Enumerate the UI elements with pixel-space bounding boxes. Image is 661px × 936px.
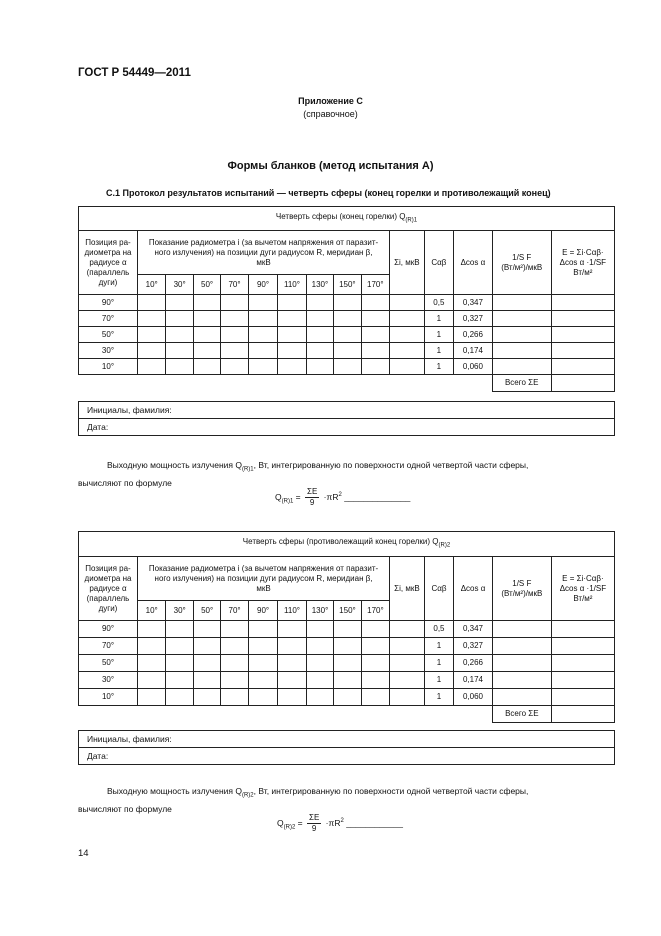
row-cab: 1 xyxy=(424,327,453,343)
row-dcos: 0,174 xyxy=(454,343,493,359)
col-header-dcos: Δcos α xyxy=(454,231,493,295)
row-dcos: 0,060 xyxy=(454,689,493,706)
table-row xyxy=(79,621,615,638)
table-row xyxy=(79,327,615,343)
row-dcos: 0,060 xyxy=(454,359,493,375)
protocol-table-1 xyxy=(78,206,615,436)
col-header-e: E = Σi·Cαβ· Δcos α ·1/SF Вт/м² xyxy=(551,231,614,295)
row-cab: 1 xyxy=(424,638,453,655)
col-header-sf: 1/S F (Вт/м²)/мкВ xyxy=(492,557,551,621)
col-header-cab: Cαβ xyxy=(424,557,453,621)
angle-header: 90° xyxy=(248,601,277,621)
col-header-cab: Cαβ xyxy=(424,231,453,295)
angle-header: 30° xyxy=(166,275,193,295)
row-position: 90° xyxy=(79,295,138,311)
row-cab: 1 xyxy=(424,655,453,672)
col-header-position: Позиция ра- диометра на радиусе α (параллель дуги) xyxy=(79,231,138,295)
row-dcos: 0,347 xyxy=(454,295,493,311)
appendix-title: Приложение С xyxy=(298,96,363,106)
angle-header: 150° xyxy=(334,275,361,295)
table-row xyxy=(79,689,615,706)
page-number: 14 xyxy=(78,848,89,859)
col-header-reading: Показание радиометра i (за вычетом напряжения от паразит- ного излучения) на позиции дуги радиусом R, меридиан β, мкВ xyxy=(137,231,389,275)
row-dcos: 0,266 xyxy=(454,655,493,672)
row-cab: 1 xyxy=(424,689,453,706)
row-position: 10° xyxy=(79,359,138,375)
row-cab: 0,5 xyxy=(424,295,453,311)
angle-header: 130° xyxy=(306,601,333,621)
angle-header: 170° xyxy=(361,601,389,621)
row-dcos: 0,347 xyxy=(454,621,493,638)
table-row xyxy=(79,655,615,672)
angle-header: 170° xyxy=(361,275,389,295)
angle-header: 150° xyxy=(334,601,361,621)
row-cab: 1 xyxy=(424,343,453,359)
row-position: 30° xyxy=(79,343,138,359)
row-dcos: 0,327 xyxy=(454,638,493,655)
angle-header: 130° xyxy=(306,275,333,295)
row-dcos: 0,266 xyxy=(454,327,493,343)
col-header-position: Позиция ра- диометра на радиусе α (параллель дуги) xyxy=(79,557,138,621)
col-header-reading: Показание радиометра i (за вычетом напряжения от паразит- ного излучения) на позиции дуги радиусом R, меридиан β, мкВ xyxy=(137,557,389,601)
row-position: 50° xyxy=(79,327,138,343)
row-dcos: 0,327 xyxy=(454,311,493,327)
appendix-subtitle: (справочное) xyxy=(303,109,358,119)
angle-header: 110° xyxy=(278,275,306,295)
angle-header: 50° xyxy=(193,275,220,295)
table-caption: Четверть сферы (противолежащий конец горелки) $Q_{(R)2}$ xyxy=(79,532,615,557)
section-heading: С.1 Протокол результатов испытаний — четверть сферы (конец горелки и противолежащий конец) xyxy=(106,188,551,198)
date-field: Дата: xyxy=(79,748,615,765)
total-label: Всего ΣE xyxy=(492,375,551,392)
row-cab: 1 xyxy=(424,359,453,375)
angle-header: 30° xyxy=(166,601,193,621)
formula-paragraph-1: Выходную мощность излучения $Q_{(R)1}$, Вт, интегрированную по поверхности одной четвертой части сферы, вычисляют по формуле xyxy=(78,460,529,488)
row-position: 70° xyxy=(79,638,138,655)
formula-paragraph-2: Выходную мощность излучения $Q_{(R)2}$, Вт, интегрированную по поверхности одной четвертой части сферы, вычисляют по формуле xyxy=(78,786,529,814)
table-row xyxy=(79,672,615,689)
initials-field: Инициалы, фамилия: xyxy=(79,402,615,419)
page-title: Формы бланков (метод испытания А) xyxy=(227,160,434,172)
initials-field: Инициалы, фамилия: xyxy=(79,731,615,748)
angle-header: 70° xyxy=(221,275,248,295)
date-field: Дата: xyxy=(79,419,615,436)
row-position: 70° xyxy=(79,311,138,327)
table-row xyxy=(79,343,615,359)
table-row xyxy=(79,638,615,655)
protocol-table-2 xyxy=(78,531,615,765)
col-header-sum: Σi, мкВ xyxy=(390,231,425,295)
table-row xyxy=(79,295,615,311)
angle-header: 90° xyxy=(248,275,277,295)
angle-header: 50° xyxy=(193,601,220,621)
row-cab: 1 xyxy=(424,672,453,689)
table-row xyxy=(79,359,615,375)
angle-header: 10° xyxy=(137,601,165,621)
row-dcos: 0,174 xyxy=(454,672,493,689)
doc-code: ГОСТ Р 54449—2011 xyxy=(78,67,191,79)
angle-header: 10° xyxy=(137,275,165,295)
formula-2: $Q_{(R)2}$ = $\frac{\Sigma E}{9}$ $\cdot\pi R^2$ ____________ xyxy=(277,813,403,833)
table-caption: Четверть сферы (конец горелки) $Q_{(R)1}$ xyxy=(79,207,615,231)
table-row xyxy=(79,311,615,327)
col-header-dcos: Δcos α xyxy=(454,557,493,621)
row-cab: 1 xyxy=(424,311,453,327)
angle-header: 110° xyxy=(278,601,306,621)
row-position: 10° xyxy=(79,689,138,706)
row-position: 90° xyxy=(79,621,138,638)
row-position: 30° xyxy=(79,672,138,689)
angle-header: 70° xyxy=(221,601,248,621)
formula-1: $Q_{(R)1}$ = $\frac{\Sigma E}{9}$ $\cdot\pi R^2$ ______________ xyxy=(275,487,411,507)
row-cab: 0,5 xyxy=(424,621,453,638)
total-label: Всего ΣE xyxy=(492,706,551,723)
col-header-sum: Σi, мкВ xyxy=(390,557,425,621)
col-header-e: E = Σi·Cαβ· Δcos α ·1/SF Вт/м² xyxy=(551,557,614,621)
col-header-sf: 1/S F (Вт/м²)/мкВ xyxy=(492,231,551,295)
row-position: 50° xyxy=(79,655,138,672)
